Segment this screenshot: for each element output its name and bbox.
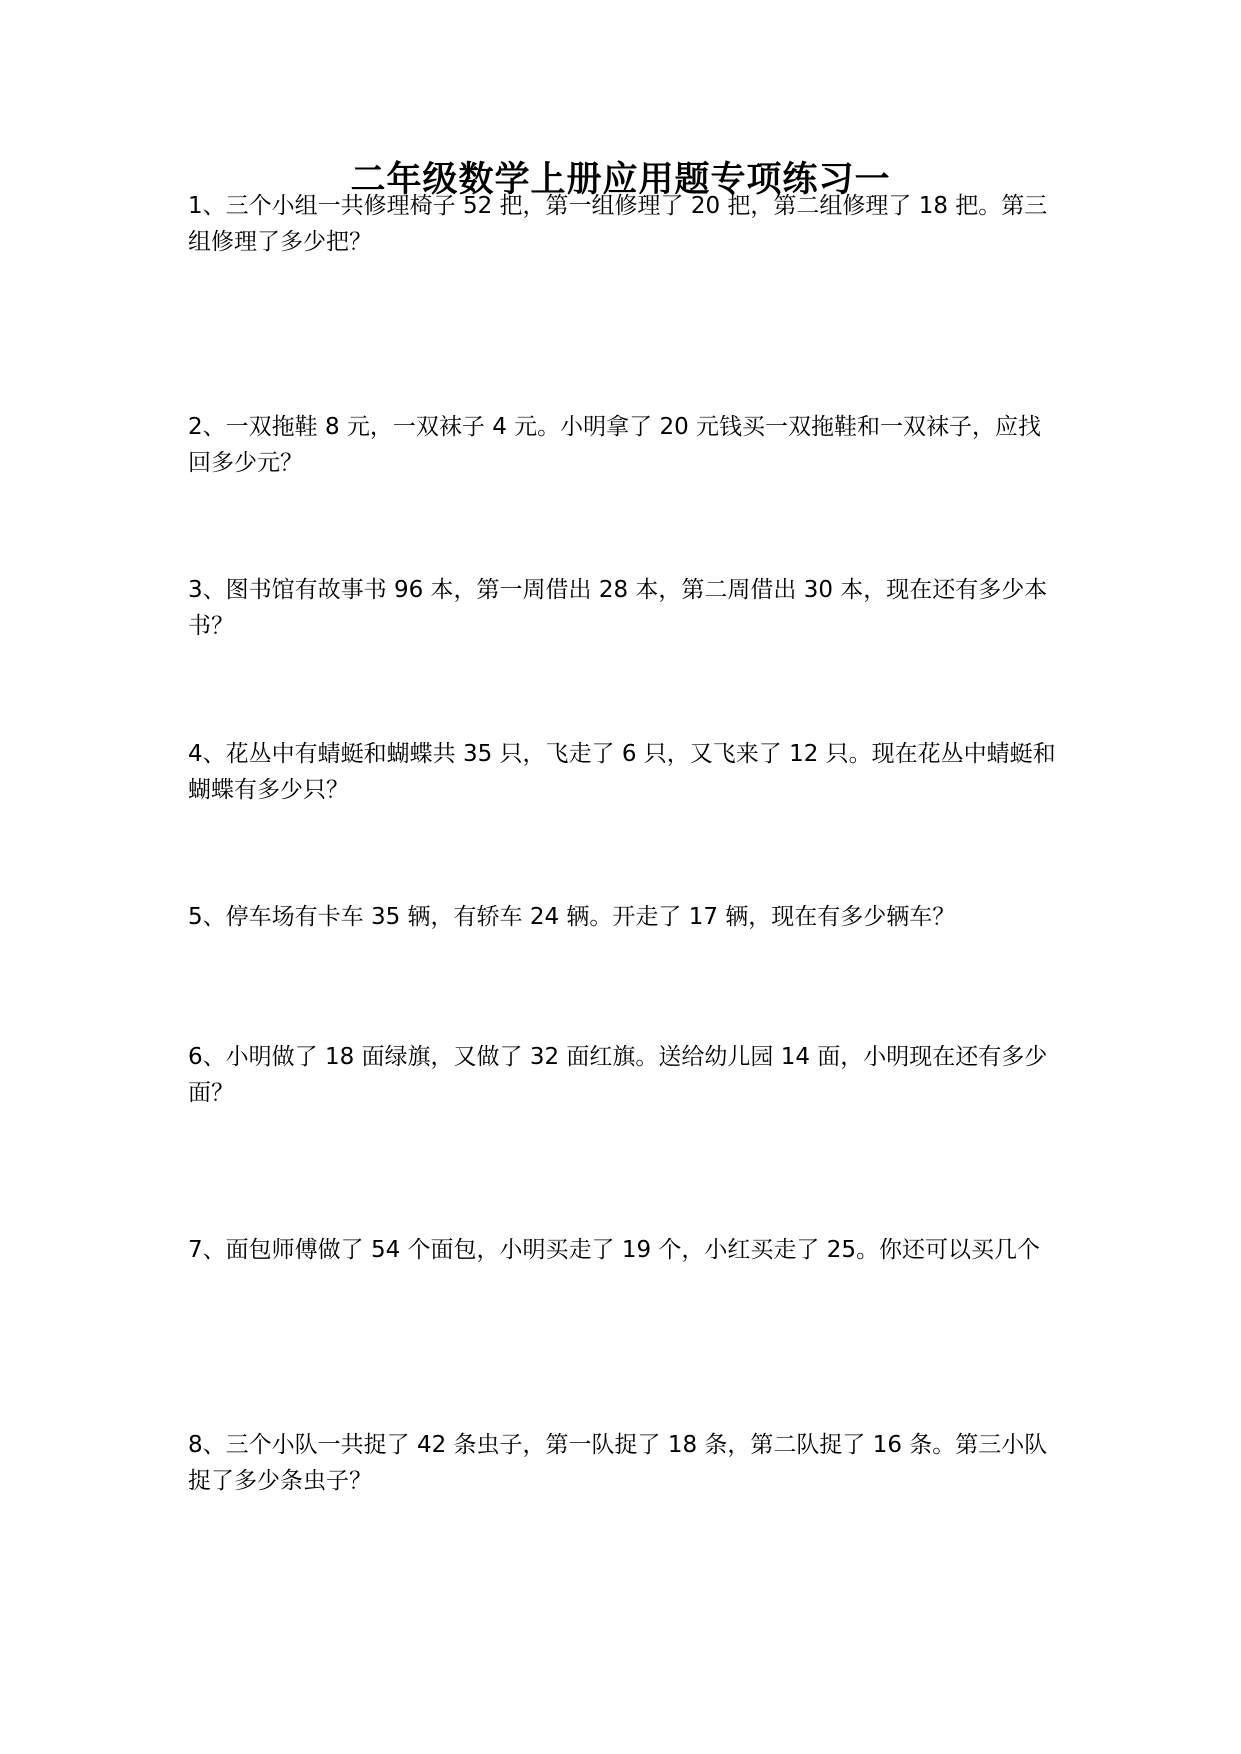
problem-2: 2、一双拖鞋 8 元，一双袜子 4 元。小明拿了 20 元钱买一双拖鞋和一双袜子，应找回多少元？ [188,414,1042,476]
problem-6: 6、小明做了 18 面绿旗，又做了 32 面红旗。送给幼儿园 14 面，小明现在还有多少面？ [188,1044,1048,1106]
problem-5: 5、停车场有卡车 35 辆，有轿车 24 辆。开走了 17 辆，现在有多少辆车？ [188,904,956,930]
page-title: 二年级数学上册应用题专项练习一 [350,160,891,200]
problem-4: 4、花丛中有蜻蜓和蝴蝶共 35 只，飞走了 6 只，又飞来了 12 只。现在花丛中蜻蜓和蝴蝶有多少只？ [188,741,1056,803]
problem-1: 1、三个小组一共修理椅子 52 把，第一组修理了 20 把，第二组修理了 18 把。第三组修理了多少把？ [188,193,1048,255]
problem-3: 3、图书馆有故事书 96 本，第一周借出 28 本，第二周借出 30 本，现在还有多少本书？ [188,577,1048,639]
problem-7: 7、面包师傅做了 54 个面包，小明买走了 19 个，小红买走了 25。你还可以买几个 [188,1237,1040,1263]
problem-8: 8、三个小队一共捉了 42 条虫子，第一队捉了 18 条，第二队捉了 16 条。第三小队捉了多少条虫子？ [188,1432,1048,1494]
